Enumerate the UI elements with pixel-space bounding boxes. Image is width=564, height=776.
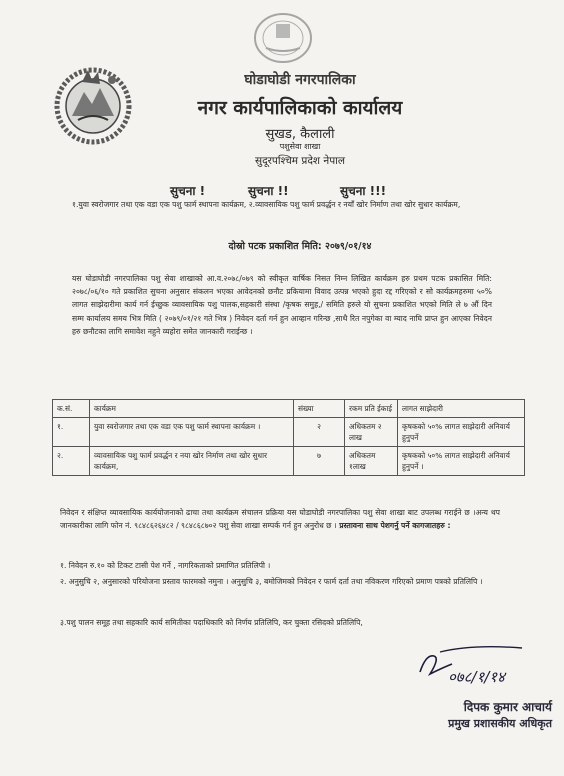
notice-word-1: सुचना ! (170, 184, 206, 198)
table-header-row (53, 400, 525, 418)
cell-amount: अधिकतम १लाख (345, 447, 398, 476)
cell-count: ७ (294, 447, 345, 476)
nepal-emblem-icon (52, 64, 134, 146)
docs-heading: प्रस्तावना साथ पेशगर्नु पर्ने कागजातहरु : (339, 521, 451, 531)
header-cost-share: लागत साझेदारी (398, 400, 525, 418)
signatory-title: प्रमुख प्रशासकीय अधिकृत (448, 717, 552, 730)
info-paragraph (60, 506, 500, 532)
office-stamp-icon (252, 10, 314, 66)
table-row (53, 418, 525, 447)
header-amount: रकम प्रति ईकाई (345, 400, 398, 418)
province-name: सुदूरपश्चिम प्रदेश नेपाल (254, 155, 346, 167)
header-program: कार्यक्रम (90, 400, 294, 418)
info-text: निवेदन र संक्षिप्त व्यावसायिक कार्ययोजनाको ढाचा तथा कार्यक्रम संचालन प्रक्रिया यस घोडाघोडी नगरपालिका पशु सेवा शाखा बाट उपलब्ध गराईने छ ।अन्य थप जानकारीका लागि फोन नं. ९८४८६२६४८२ / ९८४८६८७०२ पशु सेवा शाखा सम्पर्क गर्न हुन अनुरोध छ । (60, 508, 500, 531)
doc-item-2: २. अनुसुचि २, अनुसारको परियोजना प्रस्ताव फारमको नमुना । अनुसुचि ३, बमोजिमको निवेदन र फार्म दर्ता तथा नविकरण गरिएको प्रमाण पत्रको प्रतिलिपि । (60, 577, 483, 586)
signature-date: ०७८/१/१४ (448, 668, 505, 686)
second-publish-date: दोस्रो पटक प्रकाशित मिति: २०७९/०१/१४ (228, 241, 372, 252)
cell-amount: अधिकतम २ लाख (345, 418, 398, 447)
programs-table (52, 399, 525, 476)
cell-count: २ (294, 418, 345, 447)
office-location: सुखड, कैलाली (265, 127, 335, 142)
header-count: संख्या (294, 400, 345, 418)
signatory-name: दिपक कुमार आचार्य (463, 700, 552, 714)
notice-word-3: सुचना !!! (340, 184, 387, 198)
cell-program: व्यावसायिक पशु फार्म प्रवर्द्धन र नया खोर निर्माण तथा खोर सुधार कार्यक्रम, (90, 447, 294, 476)
header-sn: क.सं. (53, 400, 90, 418)
handwritten-signature-icon (412, 634, 540, 694)
branch-name: पशुसेवा शाखा (279, 142, 321, 151)
main-paragraph: यस घोडाघोडी नगरपालिका पशु सेवा शाखाको आ.व.२०७८/०७९ को स्वीकृत वार्षिक निसत निम्न लिखित कार्यक्रम हरु प्रथम पटक प्रकासित मिति: २०७८/०६/१० गते प्रकाशित सुचना अनुसार संकलन भएका आवेदनको छनौट प्रकियामा विवाद उत्पन्न भएको हुदा रद्द गरिएको र सो कार्यक्रमहरुमा ५०% लागत साझेदारीमा कार्य गर्न ईच्छुक व्यावसायिक पशु पालक,सहकारी संस्था /कृषक समुह,/ समिति हरुले यो सुचना प्रकाशित भएको मिति ले ७ औं दिन सम्म कार्यालय समय भित्र मिति ( २०७९/०१/२१ गते भित्र ) निवेदन दर्ता गर्न हुन आव्हान गरिन्छ ,साथै रित नपुगेका वा म्याद नाघि प्राप्त हुन आएका निवेदन हरु छनौटका लागि समावेश नहुने व्यहोरा समेत जानकारी गराईन्छ । (72, 274, 492, 336)
cell-cost-share: कृषकको ५०% लागत साझेदारी अनिवार्य हुनुपर्ने । (398, 447, 525, 476)
cell-sn: १. (53, 418, 90, 447)
office-title: नगर कार्यपालिकाको कार्यालय (197, 97, 403, 119)
notice-word-2: सुचना !! (248, 184, 289, 198)
municipality-name: घोडाघोडी नगरपालिका (244, 72, 356, 88)
programs-line: १.युवा स्वरोजगार तथा एक वडा एक पशु फार्म स्थापना कार्यक्रम, २.व्यावसायिक पशु फार्म प्रवर्द्धन र नयाँ खोर निर्माण तथा खोर सुधार कार्यक्रम, (72, 200, 461, 209)
cell-sn: २. (53, 447, 90, 476)
cell-cost-share: कृषकको ५०% लागत साझेदारी अनिवार्य हुनुपर्ने (398, 418, 525, 447)
cell-program: युवा स्वरोजगार तथा एक वडा एक पशु फार्म स्थापना कार्यक्रम । (90, 418, 294, 447)
doc-item-1: १. निवेदन रु.१० को टिकट टासी पेश गर्ने , नागरिकताको प्रमाणित प्रतिलिपी । (60, 561, 271, 570)
doc-item-3: ३.पशु पालन समूह तथा सहकारि कार्य समितीका पदाधिकारि को निर्णय प्रतिलिपि, कर चुक्ता रसिदको प्रतिलिपि, (60, 618, 363, 627)
table-row (53, 447, 525, 476)
